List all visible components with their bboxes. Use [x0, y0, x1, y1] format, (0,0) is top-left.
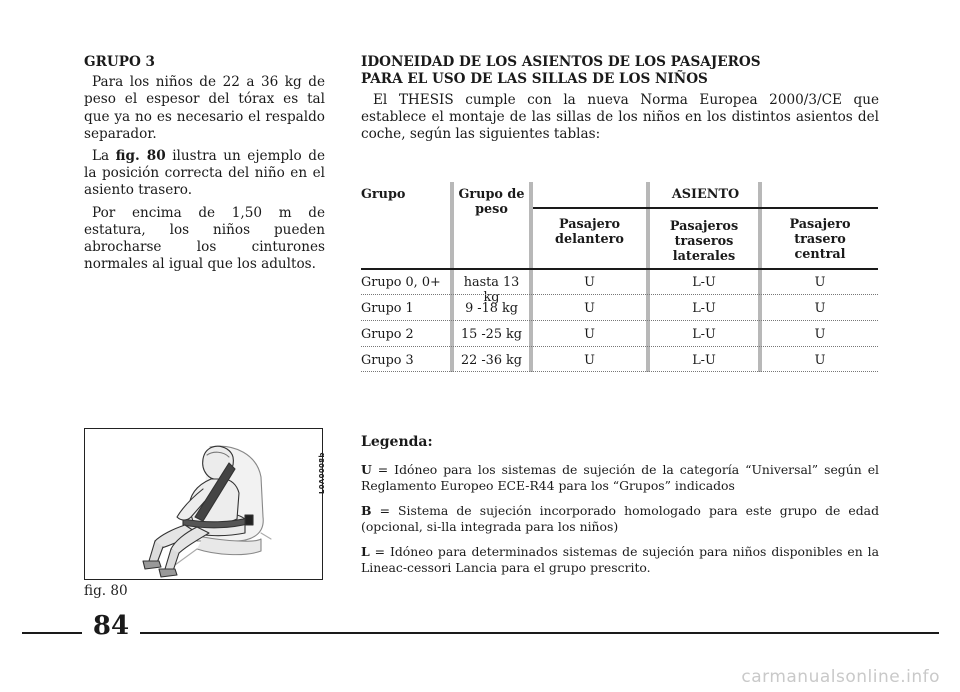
header-delantero: Pasajero delantero [555, 217, 624, 247]
header-rule [533, 207, 878, 209]
child-seat-illustration [85, 429, 322, 579]
paragraph-height: Por encima de 1,50 m de estatura, los niños pueden abrocharse los cinturones normales al igual que los adultos. [84, 204, 325, 273]
row-divider [361, 371, 878, 372]
row-divider [361, 320, 878, 321]
seat-suitability-table: Grupo Grupo de peso ASIENTO Pasajero delantero Pasajeros traseros laterales Pasajero trasero central Grupo 0, 0+ hasta 13 kg U L-U U Grupo 1 9 -18 kg U L-U U Grupo 2 15 -25 kg U L-U U Grupo 3 22 -36 kg U L-U U [361, 182, 878, 372]
watermark: carmanualsonline.info [741, 667, 940, 687]
header-traseros: Pasajeros traseros laterales [669, 219, 739, 264]
legend-item-u: U = Idóneo para los sistemas de sujeción de la categoría “Universal” según el Reglamento Europeo ECE-R44 para los “Grupos” indicados [361, 462, 879, 493]
figure-code: L0A0008b [318, 452, 326, 494]
legend-item-b: B = Sistema de sujeción incorporado homologado para este grupo de edad (opcional, si-lla integrada para los niños) [361, 503, 879, 534]
intro-paragraph: El THESIS cumple con la nueva Norma Europea 2000/3/CE que establece el montaje de las sillas de los niños en los distintos asientos del coche, según las siguientes tablas: [361, 92, 879, 143]
legend-heading: Legenda: [361, 434, 433, 450]
paragraph-weight: Para los niños de 22 a 36 kg de peso el espesor del tórax es tal que ya no es necesario el respaldo separador. [84, 74, 325, 142]
paragraph-figure-ref: La fig. 80 ilustra un ejemplo de la posición correcta del niño en el asiento trasero. [84, 148, 325, 199]
row-divider [361, 346, 878, 347]
legend-item-l: L = Idóneo para determinados sistemas de sujeción para niños disponibles en la Lineac-cessori Lancia para el grupo prescrito. [361, 544, 879, 575]
header-peso: Grupo de peso [458, 187, 525, 217]
figure-80-illustration [84, 428, 323, 580]
figure-reference: fig. 80 [115, 148, 166, 165]
header-central: Pasajero trasero central [789, 217, 851, 262]
legend-block [361, 434, 879, 585]
body-rule [361, 268, 878, 270]
footer-rule-right [140, 632, 939, 634]
header-grupo: Grupo [361, 187, 406, 202]
header-asiento: ASIENTO [671, 187, 740, 202]
section-heading: GRUPO 3 [84, 54, 156, 70]
section-title: IDONEIDAD DE LOS ASIENTOS DE LOS PASAJEROS PARA EL USO DE LAS SILLAS DE LOS NIÑOS [361, 54, 761, 87]
figure-caption: fig. 80 [84, 583, 128, 599]
row-divider [361, 294, 878, 295]
left-column [84, 54, 325, 278]
page-number: 84 [92, 611, 130, 641]
footer-rule-left [22, 632, 82, 634]
right-column [361, 54, 879, 144]
